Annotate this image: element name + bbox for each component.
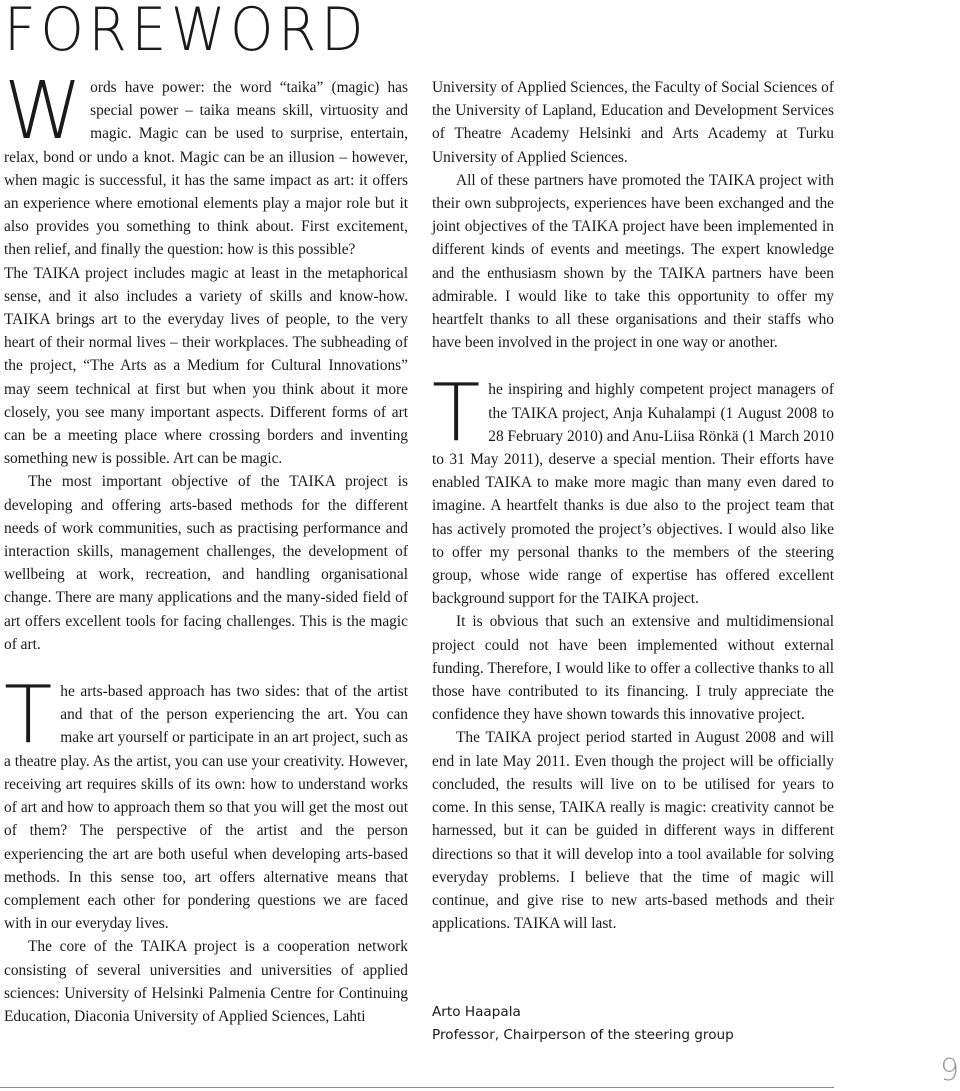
paragraph-text: he arts-based approach has two sides: that of the artist and that of the person experiencing the art. You can make art yourself or participate in an art project, such as a theatre play. As the artist, you can use your creativity. However, receiving art requires skills of its own: how to understand works of art and how to approach them so that you will get the most out of them? The perspective of the artist and the person experiencing the art are both useful when developing arts-based methods. In this sense too, art offers alternative means that complement each other for pondering questions we are faced with in our everyday lives. — [4, 683, 408, 933]
footer-rule — [0, 1087, 834, 1088]
paragraph-text: ords have power: the word “taika” (magic) has special power – taika means skill, virtuosity and magic. Magic can be used to surprise, entertain, relax, bond or undo a knot. Magic can be an illusion – however, when magic is successful, it has the same impact as art: it offers an experience where emotional elements play a major role but it also provides you something to think about. First excitement, then relief, and finally the question: how is this possible? — [4, 79, 408, 259]
paragraph: The most important objective of the TAIKA project is developing and offering arts-based methods for the different needs of work communities, such as practising performance and interaction skills, management challenges, the development of wellbeing at work, recreation, and handling organisational change. There are many applications and the many-sided field of art offers excellent tools for facing challenges. This is the magic of art. — [4, 473, 408, 653]
paragraph: The core of the TAIKA project is a cooperation network consisting of several universities and universities of applied sciences: University of Helsinki Palmenia Centre for Continuing Education, Diaconia University of Applied Sciences, Lahti — [4, 938, 408, 1025]
page-number: 9 — [940, 1053, 960, 1088]
paragraph: All of these partners have promoted the TAIKA project with their own subprojects, experiences have been exchanged and the joint objectives of the TAIKA project have been implemented in different kinds of events and meetings. The expert knowledge and the enthusiasm shown by the TAIKA partners have been admirable. I would like to take this opportunity to offer my heartfelt thanks to all these organisations and their staffs who have been involved in the project in one way or another. — [432, 171, 834, 352]
paragraph: The TAIKA project includes magic at least in the metaphorical sense, and it also includes a variety of skills and know-how. TAIKA brings art to the everyday lives of people, to the very heart of their normal lives – their workplaces. The subheading of the project, “The Arts as a Medium for Cultural Innovations” may seem technical at first but when you think about it more closely, you see many important aspects. Different forms of art can be a meeting place where crossing borders and inventing something new is possible. Art can be magic. — [4, 264, 408, 468]
signature-block — [432, 1001, 734, 1047]
paragraph — [432, 367, 834, 610]
paragraph — [4, 669, 408, 935]
drop-cap: T — [4, 669, 53, 762]
signature-role: Professor, Chairperson of the steering group — [432, 1027, 734, 1043]
drop-cap: T — [432, 367, 481, 460]
drop-cap: W — [4, 65, 83, 157]
signature-name: Arto Haapala — [432, 1004, 521, 1020]
paragraph: University of Applied Sciences, the Faculty of Social Sciences of the University of Lapland, Education and Development Services of Theatre Academy Helsinki and Arts Academy at Turku University of Applied Sciences. — [432, 79, 834, 166]
paragraph: It is obvious that such an extensive and multidimensional project could not have been implemented without external funding. Therefore, I would like to offer a collective thanks to all those have contributed to its financing. I truly appreciate the confidence they have shown towards this innovative project. — [432, 613, 834, 724]
right-column — [432, 76, 834, 935]
paragraph — [4, 65, 408, 262]
page-title: FOREWORD — [4, 0, 369, 65]
paragraph-text: he inspiring and highly competent project managers of the TAIKA project, Anja Kuhalampi (1 August 2008 to 28 February 2010) and Anu-Liisa Rönkä (1 March 2010 to 31 May 2011), deserve a special mention. Their efforts have enabled TAIKA to make more magic than many even dared to imagine. A heartfelt thanks is due also to the project team that has actively promoted the project’s objectives. I would also like to offer my personal thanks to the members of the steering group, whose wide range of expertise has offered excellent background support for the TAIKA project. — [432, 381, 834, 608]
left-column — [4, 65, 408, 1028]
paragraph: The TAIKA project period started in August 2008 and will end in late May 2011. Even though the project will be officially concluded, the results will live on to be utilised for years to come. In this sense, TAIKA really is magic: creativity cannot be harnessed, but it can be guided in different ways in different directions so that it will develop into a tool available for solving everyday problems. I believe that the time of magic will continue, and give rise to new arts-based methods and their applications. TAIKA will last. — [432, 729, 834, 933]
